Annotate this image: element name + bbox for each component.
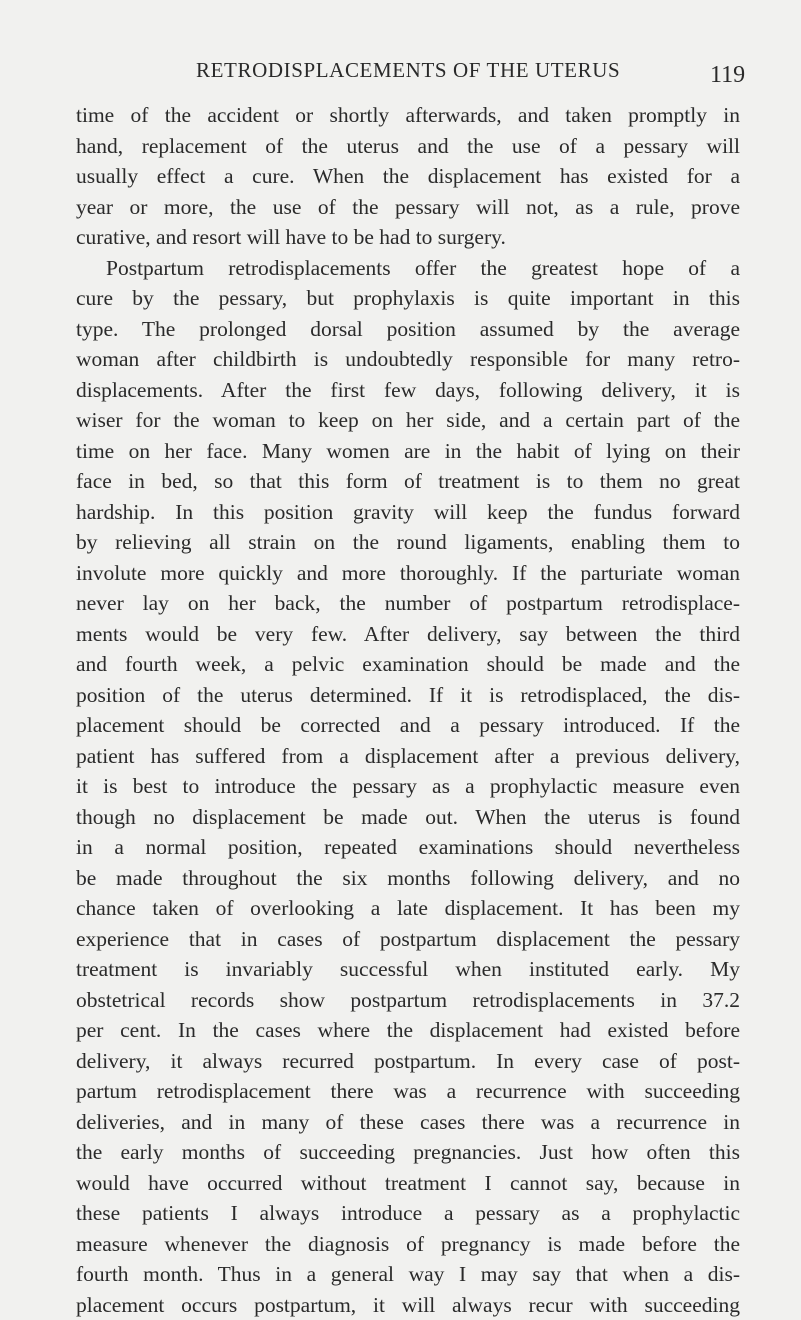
text-line: obstetrical records show postpartum retrodisplacements in 37.2 xyxy=(76,985,740,1016)
text-line: treatment is invariably successful when instituted early. My xyxy=(76,954,740,985)
text-line: experience that in cases of postpartum displacement the pessary xyxy=(76,924,740,955)
text-line: time on her face. Many women are in the habit of lying on their xyxy=(76,436,740,467)
text-line: fourth month. Thus in a general way I may say that when a dis- xyxy=(76,1259,740,1290)
paragraph-start-line: Postpartum retrodisplacements offer the greatest hope of a xyxy=(76,253,740,284)
text-line: woman after childbirth is undoubtedly responsible for many retro- xyxy=(76,344,740,375)
text-line: it is best to introduce the pessary as a prophylactic measure even xyxy=(76,771,740,802)
body-text xyxy=(76,100,740,1320)
text-line: though no displacement be made out. When the uterus is found xyxy=(76,802,740,833)
text-line: these patients I always introduce a pessary as a prophylactic xyxy=(76,1198,740,1229)
text-line: cure by the pessary, but prophylaxis is quite important in this xyxy=(76,283,740,314)
text-line: patient has suffered from a displacement after a previous delivery, xyxy=(76,741,740,772)
text-line: position of the uterus determined. If it is retrodisplaced, the dis- xyxy=(76,680,740,711)
text-line: wiser for the woman to keep on her side, and a certain part of the xyxy=(76,405,740,436)
text-line: time of the accident or shortly afterwards, and taken promptly in xyxy=(76,100,740,131)
text-line: delivery, it always recurred postpartum. In every case of post- xyxy=(76,1046,740,1077)
text-line: displacements. After the first few days, following delivery, it is xyxy=(76,375,740,406)
text-line: chance taken of overlooking a late displacement. It has been my xyxy=(76,893,740,924)
text-line: hardship. In this position gravity will keep the fundus forward xyxy=(76,497,740,528)
text-line: the early months of succeeding pregnancies. Just how often this xyxy=(76,1137,740,1168)
text-line: placement should be corrected and a pessary introduced. If the xyxy=(76,710,740,741)
page-number: 119 xyxy=(710,62,745,89)
text-line: per cent. In the cases where the displacement had existed before xyxy=(76,1015,740,1046)
text-line: hand, replacement of the uterus and the use of a pessary will xyxy=(76,131,740,162)
text-line: curative, and resort will have to be had to surgery. xyxy=(76,222,740,253)
text-line: ments would be very few. After delivery, say between the third xyxy=(76,619,740,650)
text-line: by relieving all strain on the round ligaments, enabling them to xyxy=(76,527,740,558)
text-line: type. The prolonged dorsal position assumed by the average xyxy=(76,314,740,345)
text-line: year or more, the use of the pessary will not, as a rule, prove xyxy=(76,192,740,223)
text-line: face in bed, so that this form of treatment is to them no great xyxy=(76,466,740,497)
running-title: RETRODISPLACEMENTS OF THE UTERUS xyxy=(196,58,620,83)
text-line: would have occurred without treatment I cannot say, because in xyxy=(76,1168,740,1199)
text-line: never lay on her back, the number of postpartum retrodisplace- xyxy=(76,588,740,619)
text-line: and fourth week, a pelvic examination should be made and the xyxy=(76,649,740,680)
text-line: deliveries, and in many of these cases there was a recurrence in xyxy=(76,1107,740,1138)
text-line: measure whenever the diagnosis of pregnancy is made before the xyxy=(76,1229,740,1260)
text-line: partum retrodisplacement there was a recurrence with succeeding xyxy=(76,1076,740,1107)
text-line: placement occurs postpartum, it will always recur with succeeding xyxy=(76,1290,740,1320)
text-line: involute more quickly and more thoroughly. If the parturiate woman xyxy=(76,558,740,589)
running-head xyxy=(0,58,801,98)
text-line: in a normal position, repeated examinations should nevertheless xyxy=(76,832,740,863)
text-line: usually effect a cure. When the displacement has existed for a xyxy=(76,161,740,192)
text-line: be made throughout the six months following delivery, and no xyxy=(76,863,740,894)
